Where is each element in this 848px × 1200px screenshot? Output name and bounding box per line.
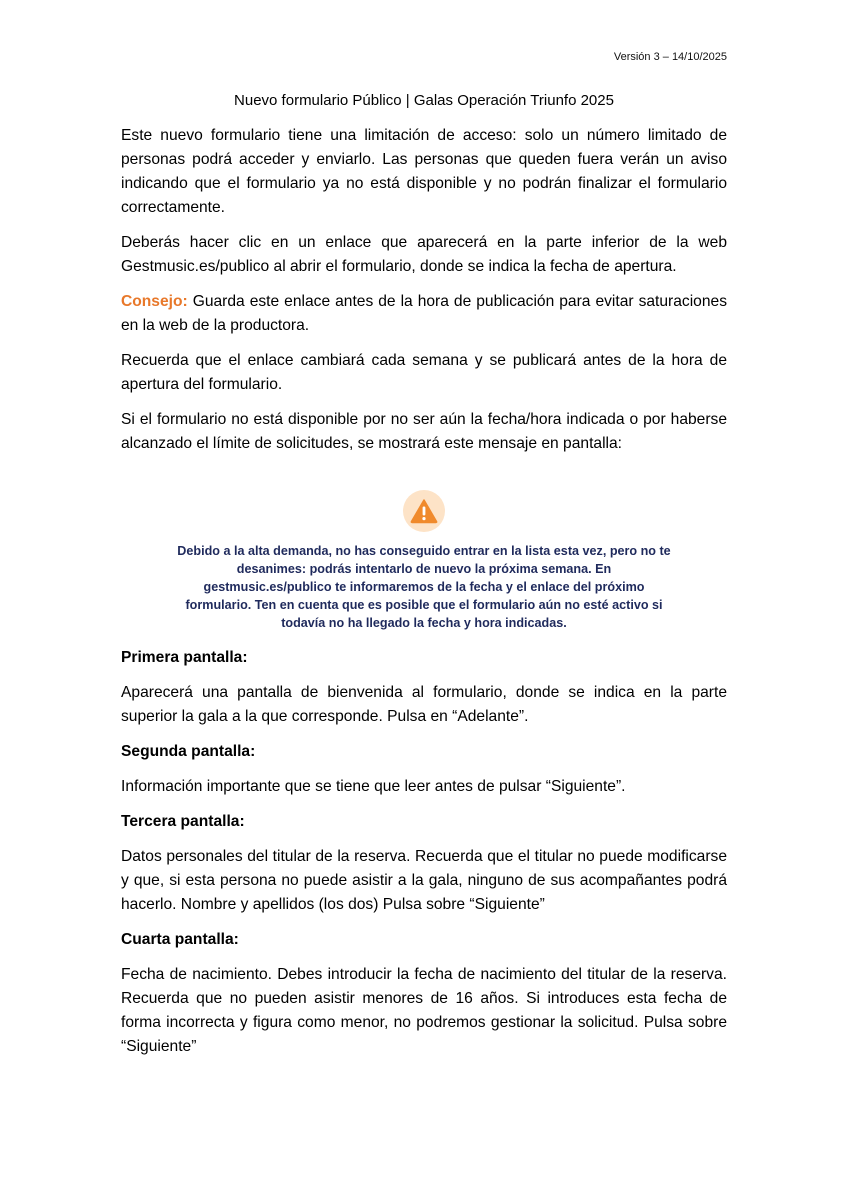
document-body	[121, 124, 727, 1070]
availability-notice	[121, 490, 727, 632]
warning-icon	[403, 490, 445, 532]
section-title-4: Cuarta pantalla:	[121, 931, 239, 948]
intro-paragraph-2: Deberás hacer clic en un enlace que aparecerá en la parte inferior de la web Gestmusic.es/publico al abrir el formulario, donde se indica la fecha de apertura.	[121, 234, 727, 275]
tip-paragraph	[121, 290, 727, 338]
intro-paragraph-4: Recuerda que el enlace cambiará cada semana y se publicará antes de la hora de apertura del formulario.	[121, 352, 727, 393]
section-text-1: Aparecerá una pantalla de bienvenida al formulario, donde se indica en la parte superior la gala a la que corresponde. Pulsa en “Adelante”.	[121, 684, 727, 725]
section-title-3: Tercera pantalla:	[121, 813, 245, 830]
intro-paragraph-5: Si el formulario no está disponible por no ser aún la fecha/hora indicada o por haberse alcanzado el límite de solicitudes, se mostrará este mensaje en pantalla:	[121, 411, 727, 452]
intro-paragraph-1: Este nuevo formulario tiene una limitación de acceso: solo un número limitado de personas podrá acceder y enviarlo. Las personas que queden fuera verán un aviso indicando que el formulario ya no está disponible y no podrán finalizar el formulario correctamente.	[121, 127, 727, 216]
section-text-3: Datos personales del titular de la reserva. Recuerda que el titular no puede modificarse y que, si esta persona no puede asistir a la gala, ninguno de sus acompañantes podrá hacerlo. Nombre y apellidos (los dos) Pulsa sobre “Siguiente”	[121, 848, 727, 913]
section-text-2: Información importante que se tiene que leer antes de pulsar “Siguiente”.	[121, 778, 626, 795]
tip-text: Guarda este enlace antes de la hora de publicación para evitar saturaciones en la web de la productora.	[121, 293, 727, 334]
document-title: Nuevo formulario Público | Galas Operación Triunfo 2025	[234, 92, 614, 109]
section-text-4: Fecha de nacimiento. Debes introducir la fecha de nacimiento del titular de la reserva. Recuerda que no pueden asistir menores de 16 años. Si introduces esta fecha de forma incorrecta y figura como menor, no podremos gestionar la solicitud. Pulsa sobre “Siguiente”	[121, 966, 727, 1055]
document-version: Versión 3 – 14/10/2025	[613, 51, 727, 63]
section-title-1: Primera pantalla:	[121, 649, 248, 666]
notice-message: Debido a la alta demanda, no has conseguido entrar en la lista esta vez, pero no te desanimes: podrás intentarlo de nuevo la próxima semana. En gestmusic.es/publico te informaremos de la fecha y el enlace del próximo formulario. Ten en cuenta que es posible que el formulario aún no esté activo si todavía no ha llegado la fecha y hora indicadas.	[177, 544, 671, 630]
tip-label: Consejo:	[121, 293, 188, 310]
section-title-2: Segunda pantalla:	[121, 743, 256, 760]
